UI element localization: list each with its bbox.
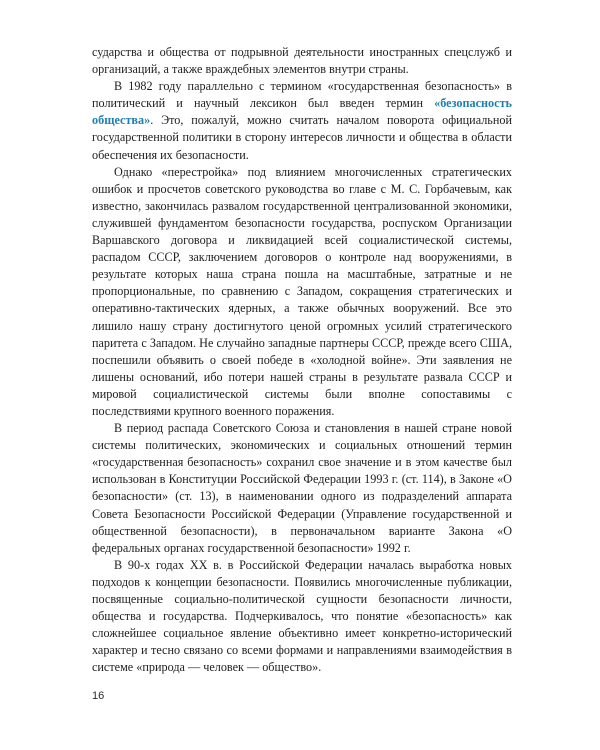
- paragraph-90s-approaches: В 90-х годах XX в. в Российской Федерации началась выработка новых подходов к концепции безопасности. Появились многочисленные публикации, посвященные социально-политической сущности безопасности личности, общества и государства. Подчеркивалось, что понятие «безопасность» как сложнейшее социальное явление объективно имеет конкретно-исторический характер и тесно связано со всеми формами и направлениями взаимодействия в системе «природа — человек — общество».: [92, 557, 512, 675]
- page-number: 16: [92, 690, 105, 702]
- paragraph-text: . Это, пожалуй, можно считать началом поворота официальной государственной политики в сторону интересов личности и общества в области обеспечения их безопасности.: [92, 113, 512, 162]
- paragraph-ussr-collapse: В период распада Советского Союза и становления в нашей стране новой системы политических, экономических и социальных отношений термин «государственная безопасность» сохранил свое значение и в этом качестве был использован в Конституции Российской Федерации 1993 г. (ст. 114), в Законе «О безопасности» (ст. 13), в наименовании одного из подразделений аппарата Совета Безопасности Российской Федерации (Управление государственной и общественной безопасности), в первоначальном варианте Закона «О федеральных органах государственной безопасности» 1992 г.: [92, 421, 512, 555]
- paragraph-continuation: сударства и общества от подрывной деятельности иностранных спецслужб и организаций, а также враждебных элементов внутри страны.: [92, 45, 512, 77]
- paragraph-1982-term: [92, 78, 512, 163]
- page-body: [92, 44, 512, 676]
- paragraph-text: В 1982 году параллельно с термином «государственная безопасность» в политический и научный лексикон был введен термин: [92, 79, 512, 111]
- paragraph-perestroika: Однако «перестройка» под влиянием многочисленных стратегических ошибок и просчетов советского руководства во главе с М. С. Горбачевым, как известно, закончилась развалом государственной централизованной экономики, служившей фундаментом безопасности государства, роспуском Организации Варшавского договора и ликвидацией всей социалистической системы, распадом СССР, заключением договоров о контроле над вооружениями, в результате которых наша страна пошла на масштабные, затратные и не пропорциональные, по сравнению с Западом, сокращения стратегических и оперативно-тактических ядерных, а также обычных вооружений. Все это лишило нашу страну достигнутого ценой огромных усилий стратегического паритета с Западом. Не случайно западные партнеры СССР, прежде всего США, поспешили объявить о своей победе в «холодной войне». Эти заявления не лишены оснований, ибо потери нашей страны в результате развала СССР и мировой социалистической системы были вполне сопоставимы с последствиями крупного военного поражения.: [92, 164, 512, 418]
- highlighted-term: «безопасность общества»: [92, 96, 512, 128]
